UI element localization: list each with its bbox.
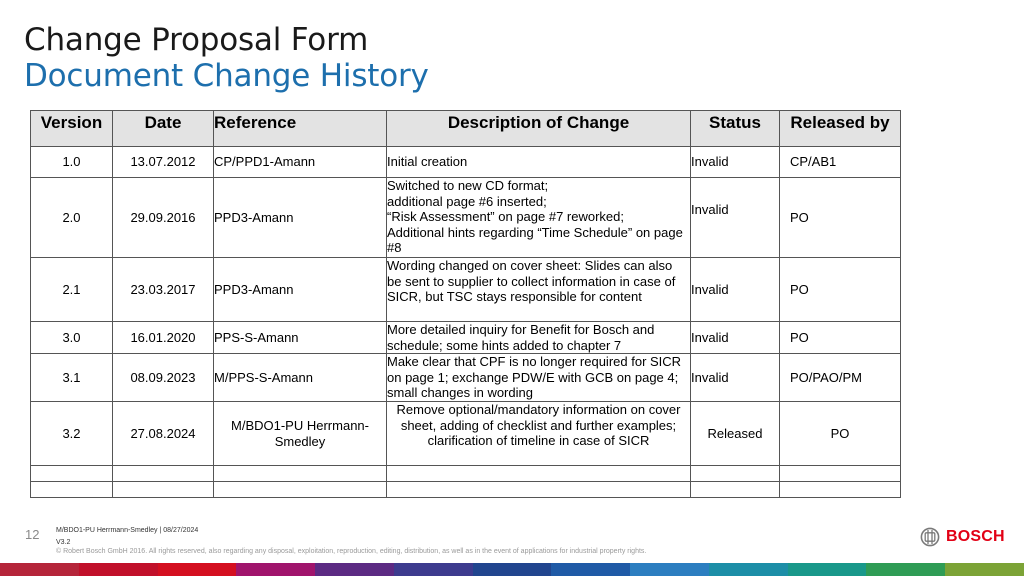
column-header-reference: Reference [214, 111, 387, 147]
date-cell: 29.09.2016 [113, 178, 214, 258]
stripe-segment [709, 563, 788, 576]
table-header-row [31, 111, 901, 147]
description-cell [387, 178, 691, 258]
table-row [31, 402, 901, 466]
empty-table-row [31, 466, 901, 482]
empty-cell [387, 466, 691, 482]
released-by-cell: PO [780, 322, 901, 354]
column-header-released-by: Released by [780, 111, 901, 147]
status-cell: Invalid [691, 147, 780, 178]
page-number: 12 [25, 527, 40, 542]
change-history-table [30, 110, 901, 498]
empty-cell [780, 482, 901, 498]
status-cell: Invalid [691, 258, 780, 322]
description-cell: Make clear that CPF is no longer required for SICR on page 1; exchange PDW/E with GCB on page 4; small changes in wording [387, 354, 691, 402]
stripe-segment [630, 563, 709, 576]
stripe-segment [315, 563, 394, 576]
footer-doc-info [56, 525, 198, 549]
reference-cell: PPD3-Amann [214, 258, 387, 322]
description-cell: Wording changed on cover sheet: Slides can also be sent to supplier to collect information in case of SICR, but TSC stays responsible for content [387, 258, 691, 322]
column-header-date: Date [113, 111, 214, 147]
stripe-segment [551, 563, 630, 576]
footer-author-date: M/BDO1-PU Herrmann-Smedley | 08/27/2024 [56, 527, 199, 534]
empty-cell [31, 466, 113, 482]
released-by-cell: PO [780, 402, 901, 466]
table-row [31, 178, 901, 258]
column-header-version: Version [31, 111, 113, 147]
column-header-description: Description of Change [387, 111, 691, 147]
column-header-status: Status [691, 111, 780, 147]
released-by-cell: PO/PAO/PM [780, 354, 901, 402]
page-title: Change Proposal Form [24, 22, 369, 58]
stripe-segment [79, 563, 158, 576]
status-cell: Invalid [691, 322, 780, 354]
footer-version: V3.2 [56, 539, 71, 546]
description-line: Additional hints regarding “Time Schedule” on page #8 [387, 224, 683, 255]
date-cell: 23.03.2017 [113, 258, 214, 322]
released-by-cell: CP/AB1 [780, 147, 901, 178]
reference-cell: PPD3-Amann [214, 178, 387, 258]
empty-cell [113, 482, 214, 498]
empty-cell [214, 466, 387, 482]
reference-cell: M/PPS-S-Amann [214, 354, 387, 402]
footer-color-stripe [0, 563, 1024, 576]
table-row [31, 258, 901, 322]
date-cell: 16.01.2020 [113, 322, 214, 354]
reference-cell: CP/PPD1-Amann [214, 147, 387, 178]
status-cell: Invalid [691, 178, 780, 258]
date-cell: 27.08.2024 [113, 402, 214, 466]
empty-cell [780, 466, 901, 482]
version-cell: 2.0 [31, 178, 113, 258]
released-by-cell: PO [780, 178, 901, 258]
empty-cell [31, 482, 113, 498]
description-line: “Risk Assessment” on page #7 reworked; [387, 209, 624, 224]
stripe-segment [945, 563, 1024, 576]
stripe-segment [866, 563, 945, 576]
empty-cell [113, 466, 214, 482]
stripe-segment [158, 563, 237, 576]
footer-copyright: © Robert Bosch GmbH 2016. All rights reserved, also regarding any disposal, exploitation, reproduction, editing, distribution, as well as in the event of applications for industrial property rights. [56, 548, 647, 555]
released-by-cell: PO [780, 258, 901, 322]
empty-table-row [31, 482, 901, 498]
stripe-segment [394, 563, 473, 576]
stripe-segment [236, 563, 315, 576]
stripe-segment [788, 563, 867, 576]
empty-cell [214, 482, 387, 498]
stripe-segment [0, 563, 79, 576]
version-cell: 3.2 [31, 402, 113, 466]
table-row [31, 322, 901, 354]
empty-cell [691, 466, 780, 482]
version-cell: 2.1 [31, 258, 113, 322]
date-cell: 13.07.2012 [113, 147, 214, 178]
version-cell: 1.0 [31, 147, 113, 178]
empty-cell [387, 482, 691, 498]
empty-cell [691, 482, 780, 498]
status-cell: Invalid [691, 354, 780, 402]
date-cell: 08.09.2023 [113, 354, 214, 402]
description-cell: Initial creation [387, 147, 691, 178]
table-row [31, 147, 901, 178]
version-cell: 3.1 [31, 354, 113, 402]
bosch-logo-text: BOSCH [946, 528, 1005, 545]
reference-cell: M/BDO1-PU Herrmann-Smedley [214, 402, 387, 466]
version-cell: 3.0 [31, 322, 113, 354]
description-line: additional page #6 inserted; [387, 193, 547, 209]
description-cell: Remove optional/mandatory information on cover sheet, adding of checklist and further examples; clarification of timeline in case of SICR [387, 402, 691, 466]
status-cell: Released [691, 402, 780, 466]
table-row [31, 354, 901, 402]
description-cell: More detailed inquiry for Benefit for Bosch and schedule; some hints added to chapter 7 [387, 322, 691, 354]
stripe-segment [473, 563, 552, 576]
bosch-armature-icon [920, 527, 940, 547]
bosch-logo [920, 527, 1005, 547]
reference-cell: PPS-S-Amann [214, 322, 387, 354]
page-subtitle: Document Change History [24, 58, 429, 94]
description-line: Switched to new CD format; [387, 178, 549, 193]
